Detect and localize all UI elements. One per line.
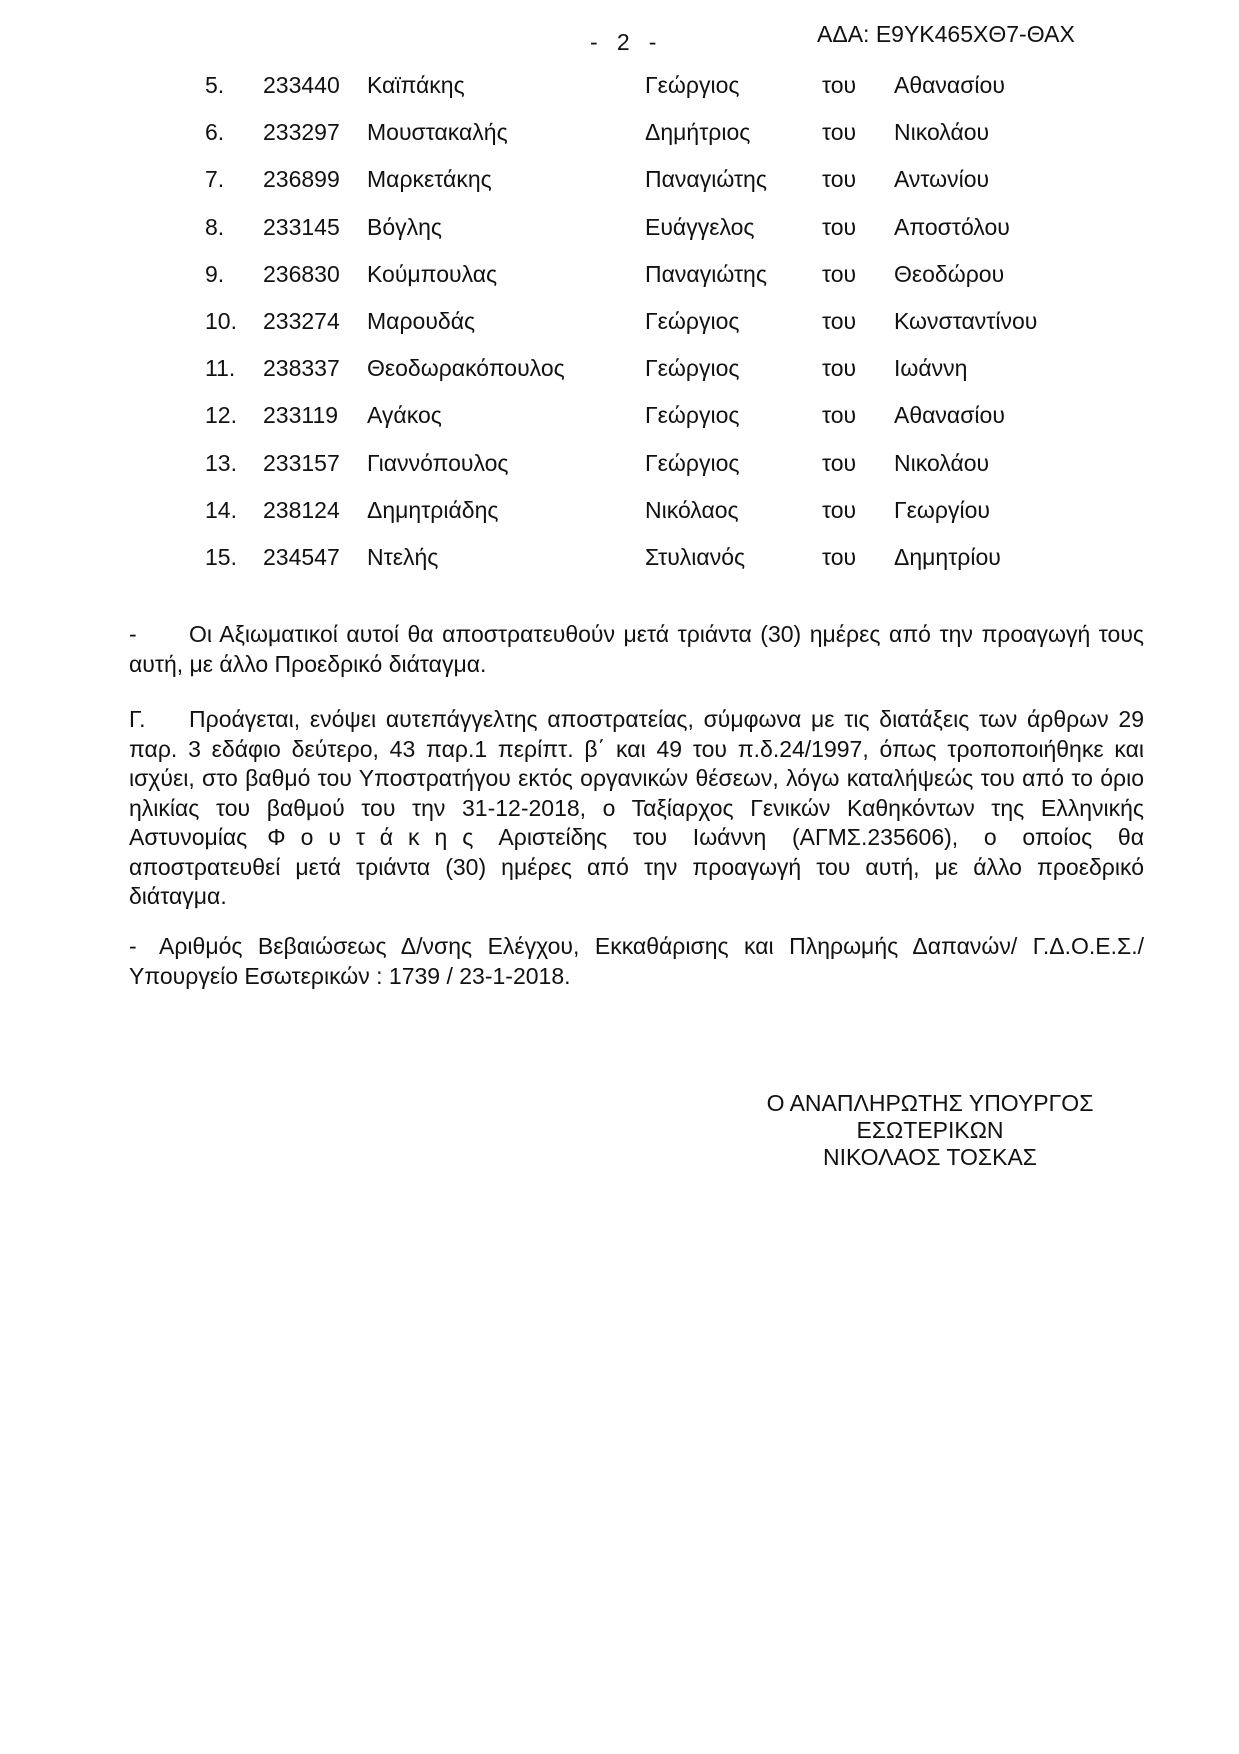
officer-row — [0, 402, 1239, 449]
officer-surname: Βόγλης — [367, 213, 443, 240]
officer-id: 236830 — [263, 260, 340, 287]
officer-tou: του — [822, 402, 857, 429]
officer-id: 233297 — [263, 119, 340, 146]
officer-surname: Μαρουδάς — [367, 307, 476, 334]
officer-id: 238124 — [263, 496, 340, 523]
certificate-note-dash: - — [129, 933, 137, 959]
officer-list — [0, 72, 1239, 591]
officer-first-name: Δημήτριος — [645, 119, 751, 146]
ada-code: ΑΔΑ: Ε9ΥΚ465ΧΘ7-ΘΑΧ — [817, 21, 1075, 47]
officer-first-name: Παναγιώτης — [645, 166, 767, 193]
officer-first-name: Γεώργιος — [645, 72, 740, 98]
officer-row — [0, 450, 1239, 497]
officer-number: 6. — [205, 119, 225, 146]
officer-tou: του — [822, 260, 857, 287]
officer-tou: του — [822, 355, 857, 382]
officer-row — [0, 261, 1239, 308]
officer-surname: Μουστακαλής — [367, 119, 508, 146]
officer-surname: Κούμπουλας — [367, 260, 498, 287]
officer-father-name: Ιωάννη — [894, 355, 968, 382]
officer-father-name: Αντωνίου — [894, 166, 990, 193]
officer-number: 14. — [205, 496, 237, 523]
officer-tou: του — [822, 166, 857, 193]
officer-first-name: Γεώργιος — [645, 402, 740, 429]
officer-tou: του — [822, 307, 857, 334]
section-c-paragraph — [129, 705, 1144, 912]
officer-number: 7. — [205, 166, 225, 193]
officer-number: 10. — [205, 307, 237, 334]
officer-id: 233274 — [263, 307, 340, 334]
officer-id: 238337 — [263, 355, 340, 382]
retirement-note-text: Οι Αξιωματικοί αυτοί θα αποστρατευθούν μετά τριάντα (30) ημέρες από την προαγωγή τους αυτή, με άλλο Προεδρικό διάταγμα. — [129, 621, 1144, 677]
officer-first-name: Γεώργιος — [645, 307, 740, 334]
officer-father-name: Κωνσταντίνου — [894, 307, 1038, 334]
officer-row — [0, 72, 1239, 119]
officer-id: 233157 — [263, 449, 340, 476]
officer-father-name: Αθανασίου — [894, 72, 1005, 98]
officer-father-name: Νικολάου — [894, 449, 990, 476]
officer-surname: Καϊπάκης — [367, 72, 465, 98]
officer-row — [0, 214, 1239, 261]
officer-first-name: Γεώργιος — [645, 449, 740, 476]
officer-row — [0, 308, 1239, 355]
officer-row — [0, 544, 1239, 591]
officer-row — [0, 497, 1239, 544]
section-c-label: Γ. — [129, 706, 146, 732]
officer-id: 233119 — [263, 402, 339, 429]
section-c-text-after: Αριστείδης του Ιωάννη (ΑΓΜΣ.235606), ο οποίος θα αποστρατευθεί μετά τριάντα (30) ημέρες από την προαγωγή του αυτή, με άλλο προεδρικό διάταγμα. — [129, 824, 1144, 909]
officer-tou: του — [822, 72, 857, 98]
officer-tou: του — [822, 213, 857, 240]
officer-first-name: Στυλιανός — [645, 543, 746, 570]
certificate-note-text: Αριθμός Βεβαιώσεως Δ/νσης Ελέγχου, Εκκαθάρισης και Πληρωμής Δαπανών/ Γ.Δ.Ο.Ε.Σ./ Υπουργείο Εσωτερικών : 1739 / 23-1-2018. — [129, 933, 1144, 989]
officer-first-name: Γεώργιος — [645, 355, 740, 382]
officer-number: 11. — [205, 355, 236, 382]
officer-father-name: Δημητρίου — [894, 543, 1001, 570]
officer-father-name: Αθανασίου — [894, 402, 1005, 429]
officer-surname: Μαρκετάκης — [367, 166, 492, 193]
officer-id: 236899 — [263, 166, 340, 193]
officer-row — [0, 119, 1239, 166]
officer-father-name: Θεοδώρου — [894, 260, 1005, 287]
officer-number: 13. — [205, 449, 237, 476]
officer-surname: Αγάκος — [367, 402, 442, 429]
officer-surname: Ντελής — [367, 543, 439, 570]
officer-number: 9. — [205, 260, 225, 287]
officer-id: 233145 — [263, 213, 340, 240]
signature-ministry: ΕΣΩΤΕΡΙΚΩΝ — [856, 1117, 1004, 1143]
officer-tou: του — [822, 543, 857, 570]
officer-number: 5. — [205, 72, 225, 98]
signature-name: ΝΙΚΟΛΑΟΣ ΤΟΣΚΑΣ — [822, 1144, 1038, 1170]
signature-title: Ο ΑΝΑΠΛΗΡΩΤΗΣ ΥΠΟΥΡΓΟΣ — [766, 1090, 1094, 1116]
officer-number: 8. — [205, 213, 225, 240]
officer-tou: του — [822, 119, 857, 146]
promoted-officer-surname: Φουτάκης — [267, 824, 489, 850]
officer-tou: του — [822, 449, 857, 476]
certificate-note — [129, 932, 1144, 991]
officer-row — [0, 355, 1239, 402]
officer-row — [0, 166, 1239, 213]
page-number: - 2 - — [590, 29, 657, 55]
signature-block — [680, 1090, 1180, 1171]
section-c-text-before: Προάγεται, ενόψει αυτεπάγγελτης αποστρατείας, σύμφωνα με τις διατάξεις των άρθρων 29 παρ. 3 εδάφιο δεύτερο, 43 παρ.1 περίπτ. β΄ και 49 του π.δ.24/1997, όπως τροποποιήθηκε και ισχύει, στο βαθμό του Υποστρατήγου εκτός οργανικών θέσεων, λόγω καταλήψεώς του από το όριο ηλικίας του βαθμού του την 31-12-2018, ο Ταξίαρχος Γενικών Καθηκόντων της Ελληνικής Αστυνομίας — [129, 706, 1144, 850]
officer-surname: Θεοδωρακόπουλος — [367, 355, 565, 382]
officer-father-name: Νικολάου — [894, 119, 990, 146]
officer-tou: του — [822, 496, 857, 523]
officer-id: 233440 — [263, 72, 340, 98]
retirement-note-dash: - — [129, 621, 137, 647]
officer-surname: Γιαννόπουλος — [367, 449, 509, 476]
retirement-note — [129, 620, 1144, 679]
officer-first-name: Νικόλαος — [645, 496, 739, 523]
officer-surname: Δημητριάδης — [367, 496, 499, 523]
officer-number: 15. — [205, 543, 237, 570]
officer-first-name: Ευάγγελος — [645, 213, 755, 240]
officer-father-name: Αποστόλου — [894, 213, 1010, 240]
officer-first-name: Παναγιώτης — [645, 260, 767, 287]
officer-number: 12. — [205, 402, 237, 429]
officer-id: 234547 — [263, 543, 340, 570]
officer-father-name: Γεωργίου — [894, 496, 990, 523]
